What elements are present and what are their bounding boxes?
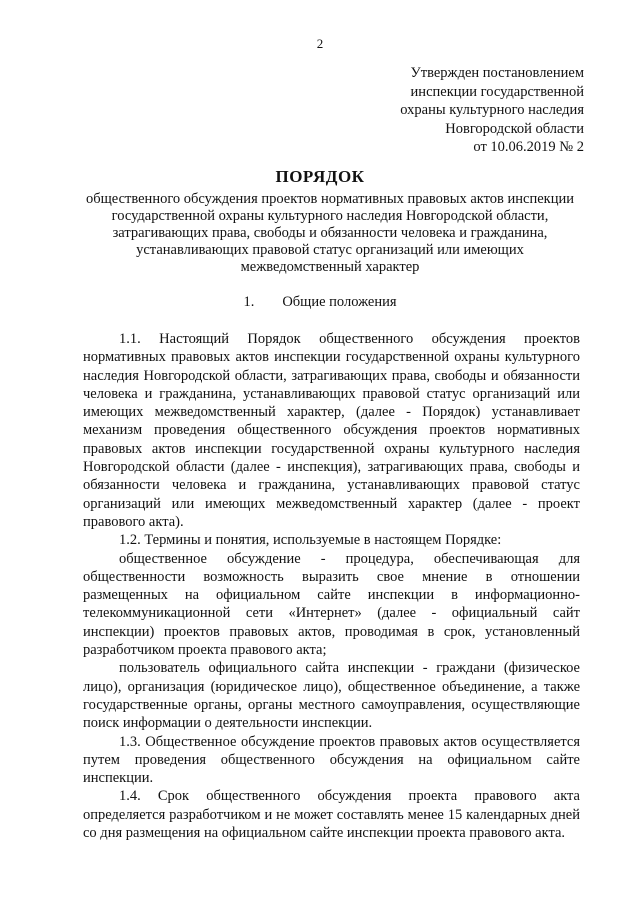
document-body <box>83 330 580 842</box>
section-title: Общие положения <box>282 294 397 310</box>
approval-stamp <box>324 64 584 157</box>
page-number: 2 <box>316 36 324 51</box>
paragraph: 1.3. Общественное обсуждение проектов правовых актов осуществляется путем проведения общественного обсуждения на официальном сайте инспекции. <box>83 733 580 787</box>
document-subtitle: общественного обсуждения проектов нормативных правовых актов инспекции государственной охраны культурного наследия Новгородской области, затрагивающих права, свободы и обязанности человека и гражданина, устанавливающих правовой статус организаций или имеющих межведомственный характер <box>86 191 574 275</box>
section-heading <box>0 294 640 311</box>
document-title: ПОРЯДОК <box>275 167 365 186</box>
section-number: 1. <box>243 294 255 310</box>
approval-line: от 10.06.2019 № 2 <box>473 139 584 155</box>
approval-line: инспекции государственной <box>410 83 584 100</box>
paragraph: 1.4. Срок общественного обсуждения проекта правового акта определяется разработчиком и не может составлять менее 15 календарных дней со дня размещения на официальном сайте инспекции проекта правового акта. <box>83 788 580 842</box>
paragraph: пользователь официального сайта инспекции - граждани (физическое лицо), организация (юридическое лицо), общественное объединение, а также государственные органы, органы местного самоуправления, осуществляющие поиск информации о деятельности инспекции. <box>83 660 580 732</box>
approval-line: Новгородской области <box>445 120 584 137</box>
approval-line: Утвержден постановлением <box>410 65 584 81</box>
paragraph: 1.1. Настоящий Порядок общественного обсуждения проектов нормативных правовых актов инспекции государственной охраны культурного наследия Новгородской области, затрагивающих права, свободы и обязанности человека и гражданина, устанавливающих правовой статус организаций или имеющих межведомственный характер, (далее - Порядок) устанавливает механизм проведения общественного обсуждения проектов нормативных правовых актов инспекции государственной охраны культурного наследия Новгородской области (далее - инспекция), затрагивающих права, свободы и обязанности человека и гражданина, устанавливающих правовой статус организаций или имеющих межведомственный характер (далее - проект правового акта). <box>83 331 580 530</box>
paragraph: общественное обсуждение - процедура, обеспечивающая для общественности возможность выразить свое мнение в отношении размещенных на официальном сайте инспекции в информационно-телекоммуникационной сети «Интернет» (далее - официальный сайт инспекции) проектов правовых актов, проводимая в срок, установленный разработчиком проекта правового акта; <box>83 550 580 659</box>
approval-line: охраны культурного наследия <box>400 102 584 118</box>
paragraph: 1.2. Термины и понятия, используемые в настоящем Порядке: <box>119 532 502 549</box>
